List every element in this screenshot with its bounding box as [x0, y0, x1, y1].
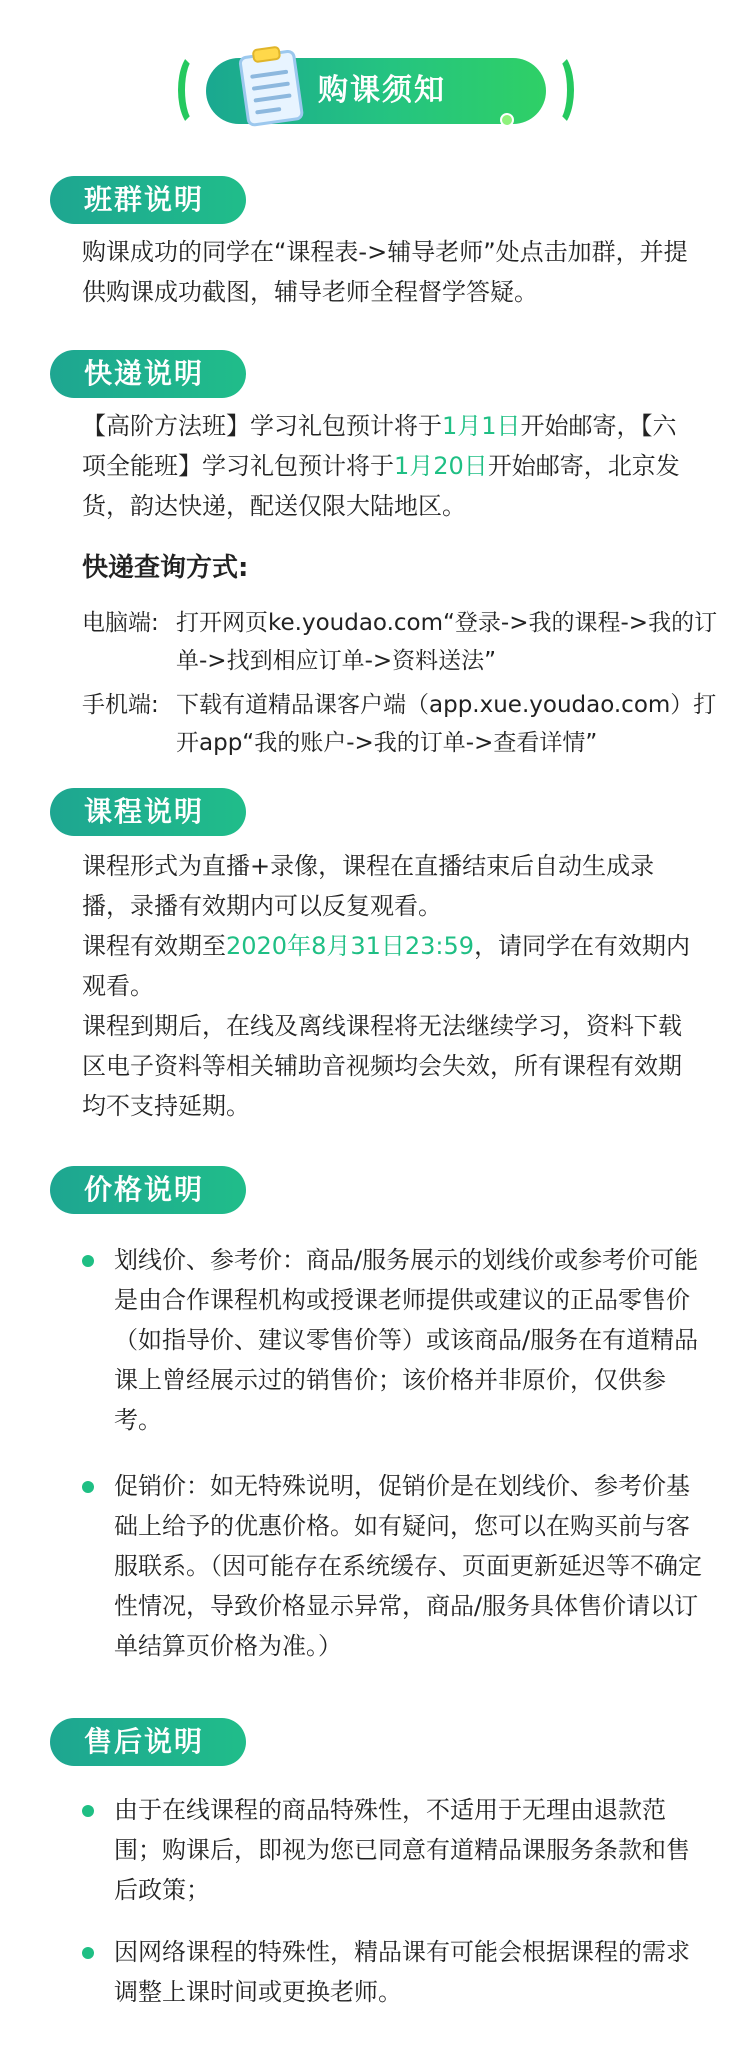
bullet-dot [82, 1947, 94, 1959]
group-description: 购课成功的同学在“课程表->辅导老师”处点击加群，并提供购课成功截图，辅导老师全程督学答疑。 [82, 238, 688, 306]
section-title-aftersale: 售后说明 [50, 1718, 246, 1766]
query-text-mobile: 下载有道精品课客户端（app.xue.youdao.com）打开app“我的账户->我的订单->查看详情” [176, 692, 717, 756]
page-title: 购课须知 [318, 73, 446, 108]
query-row-pc [82, 604, 722, 680]
query-label-pc: 电脑端: [82, 610, 159, 636]
clipboard-document-icon [236, 44, 308, 130]
query-label-mobile: 手机端: [82, 692, 159, 718]
bullet-dot [82, 1255, 94, 1267]
shipping-description: 【高阶方法班】学习礼包预计将于1月1日开始邮寄，【六项全能班】学习礼包预计将于1月20日开始邮寄，北京发货，韵达快递，配送仅限大陆地区。 [82, 412, 680, 520]
shipping-date-2: 1月20日 [394, 452, 488, 480]
section-title-group: 班群说明 [50, 176, 246, 224]
aftersale-item-text: 由于在线课程的商品特殊性，不适用于无理由退款范围；购课后，即视为您已同意有道精品课服务条款和售后政策； [114, 1796, 690, 1904]
section-title-course: 课程说明 [50, 788, 246, 836]
query-text-pc: 打开网页ke.youdao.com“登录->我的课程->我的订单->找到相应订单->资料送法” [176, 610, 718, 674]
query-row-mobile [82, 686, 722, 762]
section-title-price: 价格说明 [50, 1166, 246, 1214]
bullet-dot [82, 1805, 94, 1817]
shipping-date-1: 1月1日 [442, 412, 521, 440]
course-format-text: 课程形式为直播+录像，课程在直播结束后自动生成录播，录播有效期内可以反复观看。 [82, 852, 655, 920]
course-expiry-text: 课程到期后，在线及离线课程将无法继续学习，资料下载区电子资料等相关辅助音视频均会失效，所有课程有效期均不支持延期。 [82, 1012, 682, 1120]
course-expiry-date: 2020年8月31日23:59 [226, 932, 475, 960]
section-title-shipping: 快递说明 [50, 350, 246, 398]
price-item-text: 促销价：如无特殊说明，促销价是在划线价、参考价基础上给予的优惠价格。如有疑问，您可以在购买前与客服联系。（因可能存在系统缓存、页面更新延迟等不确定性情况，导致价格显示异常，商品/服务具体售价请以订单结算页价格为准。） [114, 1472, 702, 1660]
aftersale-item-text: 因网络课程的特殊性，精品课有可能会根据课程的需求调整上课时间或更换老师。 [114, 1938, 690, 2006]
header-banner [0, 0, 750, 150]
bullet-dot [82, 1481, 94, 1493]
price-item-text: 划线价、参考价：商品/服务展示的划线价或参考价可能是由合作课程机构或授课老师提供或建议的正品零售价（如指导价、建议零售价等）或该商品/服务在有道精品课上曾经展示过的销售价；该价格并非原价，仅供参考。 [114, 1246, 699, 1434]
decorative-dot [500, 113, 514, 127]
shipping-query-title: 快递查询方式: [82, 553, 249, 583]
course-validity-text: 课程有效期至2020年8月31日23:59，请同学在有效期内观看。 [82, 932, 691, 1000]
